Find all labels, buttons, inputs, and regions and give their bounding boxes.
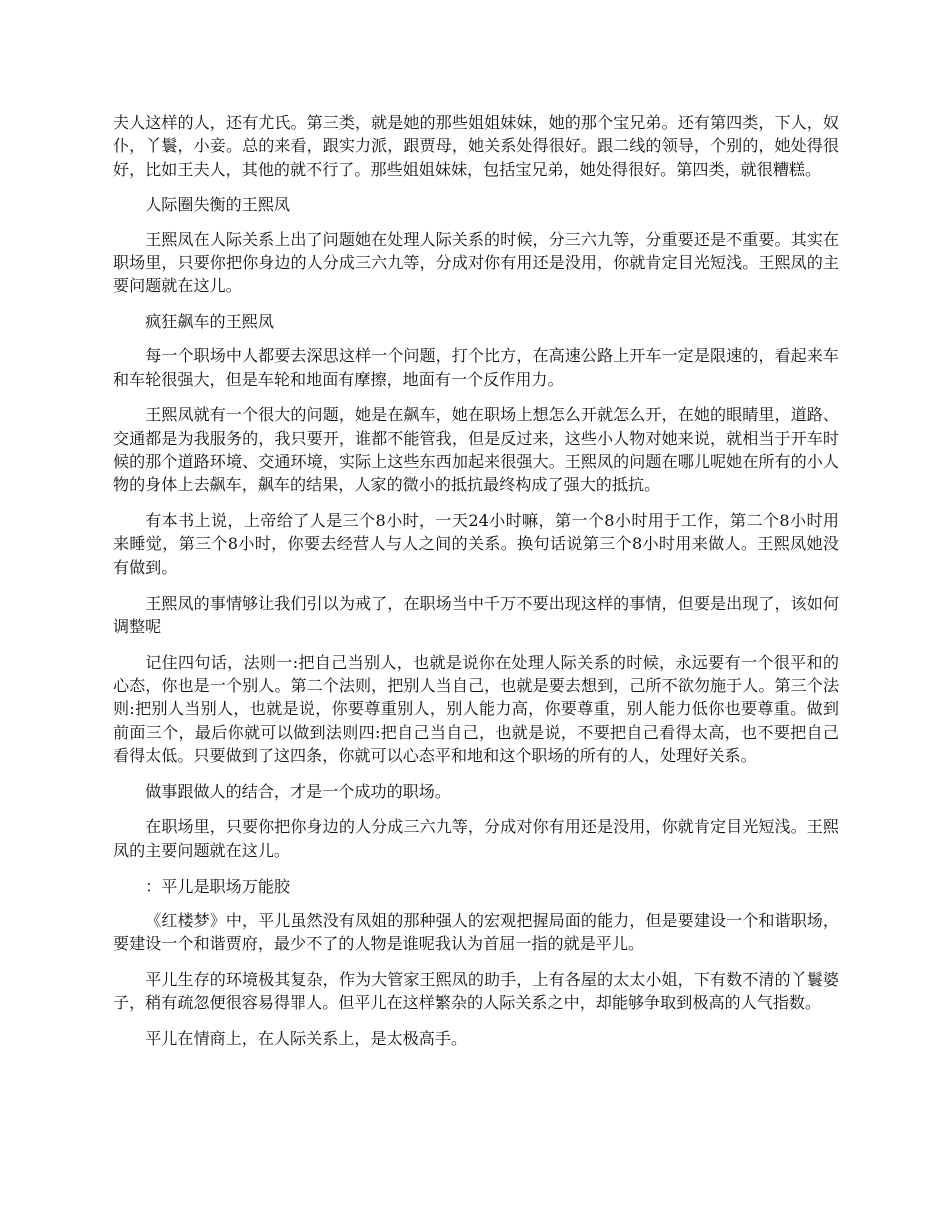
paragraph: 平儿在情商上，在人际关系上，是太极高手。 xyxy=(145,1029,468,1048)
paragraph: 有本书上说，上帝给了人是三个8小时，一天24小时嘛，第一个8小时用于工作，第二个8小时用来睡觉，第三个8小时，你要去经营人与人之间的关系。换句话说第三个8小时用来做人。王熙凤她没有做到。 xyxy=(113,511,839,577)
paragraph: 王熙凤的事情够让我们引以为戒了，在职场当中千万不要出现这样的事情，但要是出现了，该如何调整呢 xyxy=(113,593,839,636)
paragraph: 《红楼梦》中，平儿虽然没有凤姐的那种强人的宏观把握局面的能力，但是要建设一个和谐职场，要建设一个和谐贾府，最少不了的人物是谁呢我认为首屈一指的就是平儿。 xyxy=(113,910,839,954)
paragraph: 每一个职场中人都要去深思这样一个问题，打个比方，在高速公路上开车一定是限速的，看起来车和车轮很强大，但是车轮和地面有摩擦，地面有一个反作用力。 xyxy=(113,346,839,389)
paragraph: 王熙凤就有一个很大的问题，她是在飙车，她在职场上想怎么开就怎么开，在她的眼睛里，道路、交通都是为我服务的，我只要开，谁都不能管我，但是反过来，这些小人物对她来说，就相当于开车时候的那个道路环境、交通环境，实际上这些东西加起来很强大。王熙凤的问题在哪儿呢她在所有的小人物的身体上去飙车，飙车的结果，人家的微小的抵抗最终构成了强大的抵抗。 xyxy=(113,405,839,495)
paragraph: 王熙凤在人际关系上出了问题她在处理人际关系的时候，分三六九等，分重要还是不重要。其实在职场里，只要你把你身边的人分成三六九等，分成对你有用还是没用，你就肯定目光短浅。王熙凤的主要问题就在这儿。 xyxy=(113,229,839,296)
document-page xyxy=(113,111,839,1063)
paragraph: 做事跟做人的结合，才是一个成功的职场。 xyxy=(145,781,451,801)
section-heading-unbalanced-circle: 人际圈失衡的王熙凤 xyxy=(145,195,291,215)
section-heading-pinger: ：平儿是职场万能胶 xyxy=(145,876,291,896)
paragraph-continued: 夫人这样的人，还有尤氏。第三类，就是她的那些姐姐妹妹，她的那个宝兄弟。还有第四类，下人，奴仆，丫鬟，小妾。总的来看，跟实力派，跟贾母，她关系处得很好。跟二线的领导，个别的，她处得很好，比如王夫人，其他的就不行了。那些姐姐妹妹，包括宝兄弟，她处得很好。第四类，就很糟糕。 xyxy=(113,113,839,179)
section-heading-racing: 疯狂飙车的王熙凤 xyxy=(145,312,274,332)
paragraph: 在职场里，只要你把你身边的人分成三六九等，分成对你有用还是没用，你就肯定目光短浅。王熙凤的主要问题就在这儿。 xyxy=(113,817,839,860)
paragraph: 平儿生存的环境极其复杂，作为大管家王熙凤的助手，上有各屋的太太小姐，下有数不清的丫鬟婆子，稍有疏忽便很容易得罪人。但平儿在这样繁杂的人际关系之中，却能够争取到极高的人气指数。 xyxy=(113,969,839,1013)
paragraph: 记住四句话，法则一:把自己当别人，也就是说你在处理人际关系的时候，永远要有一个很平和的心态，你也是一个别人。第二个法则，把别人当自己，也就是要去想到，己所不欲勿施于人。第三个法则:把别人当别人，也就是说，你要尊重别人，别人能力高，你要尊重，别人能力低你也要尊重。做到前面三个，最后你就可以做到法则四:把自己当自己，也就是说，不要把自己看得太高，也不要把自己看得太低。只要做到了这四条，你就可以心态平和地和这个职场的所有的人，处理好关系。 xyxy=(113,652,839,765)
